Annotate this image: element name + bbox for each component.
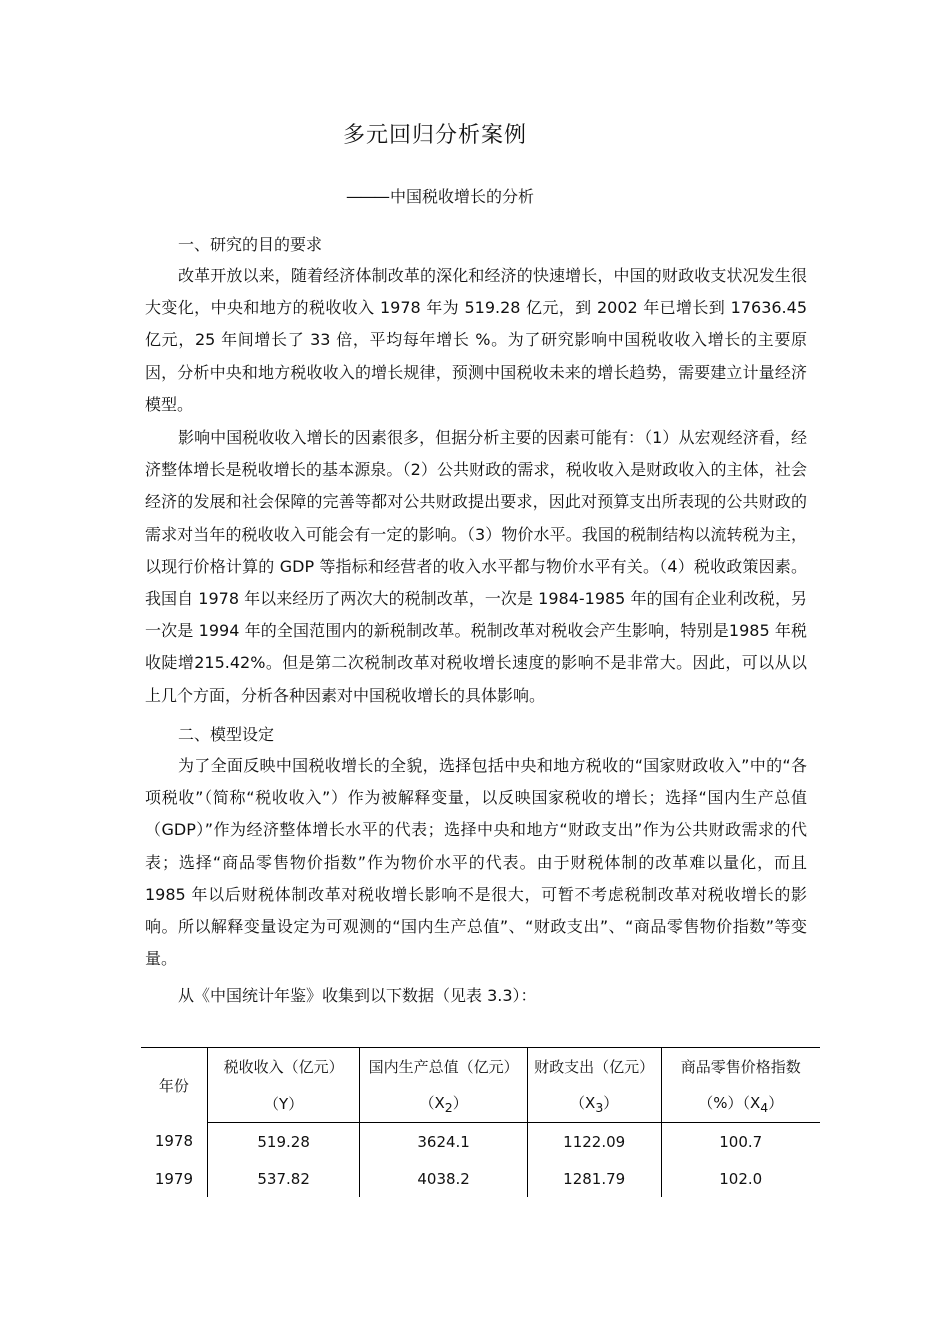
header-retail-price-index-symbol: $(\%)(X_4)$ [661,1085,820,1123]
section-heading-research-goals: 一、研究的目的要求 [178,235,323,254]
subtitle-dash: ——— [346,187,388,206]
data-table [141,1047,820,1197]
header-tax-revenue-symbol: （Y） [207,1085,360,1123]
subtitle-text: 中国税收增长的分析 [390,187,535,206]
cell-gdp: 4038.2 [360,1160,527,1197]
header-year: 年份 [141,1048,207,1123]
paragraph-factors: 影响中国税收收入增长的因素很多，但据分析主要的因素可能有：（1）从宏观经济看，经济整体增长是税收增长的基本源泉。（2）公共财政的需求，税收收入是财政收入的主体，社会经济的发展和社会保障的完善等都对公共财政提出要求，因此对预算支出所表现的公共财政的需求对当年的税收收入可能会有一定的影响。（3）物价水平。我国的税制结构以流转税为主，以现行价格计算的 GDP 等指标和经营者的收入水平都与物价水平有关。（4）税收政策因素。我国自 1978 年以来经历了两次大的税制改革，一次是 1984-1985 年的国有企业利改税，另一次是 1994 年的全国范围内的新税制改革。税制改革对税收会产生影响，特别是1985 年税收陡增215.42%。但是第二次税制改革对税收增长速度的影响不是非常大。因此，可以从以上几个方面，分析各种因素对中国税收增长的具体影响。 [145,428,807,705]
header-tax-revenue: 税收收入（亿元） [207,1048,360,1086]
cell-tax-revenue: 537.82 [207,1160,360,1197]
cell-gdp: 3624.1 [360,1123,527,1161]
header-fiscal-expenditure: 财政支出（亿元） [527,1048,661,1086]
document-title: 多元回归分析案例 [342,123,527,148]
cell-year: 1979 [141,1160,207,1197]
cell-retail-price-index: 102.0 [719,1169,763,1188]
header-gdp-symbol: $(X_2)$ [360,1085,527,1123]
paragraph-data-source: 从《中国统计年鉴》收集到以下数据（见表 3.3）： [178,986,537,1005]
header-gdp: 国内生产总值（亿元） [360,1048,527,1086]
header-fiscal-expenditure-symbol: $(X_3)$ [527,1085,661,1123]
cell-tax-revenue: 519.28 [207,1123,360,1161]
paragraph-variable-selection: 为了全面反映中国税收增长的全貌，选择包括中央和地方税收的“国家财政收入”中的“各项税收”（简称“税收收入”）作为被解释变量，以反映国家税收的增长；选择“国内生产总值（GDP）”作为经济整体增长水平的代表；选择中央和地方“财政支出”作为公共财政需求的代表；选择“商品零售物价指数”作为物价水平的代表。由于财税体制的改革难以量化，而且 1985 年以后财税体制改革对税收增长影响不是很大，可暂不考虑税制改革对税收增长的影响。所以解释变量设定为可观测的“国内生产总值”、“财政支出”、“商品零售物价指数”等变量。 [145,756,807,969]
header-retail-price-index: 商品零售价格指数 [661,1048,820,1086]
table-row [141,1160,820,1197]
section-heading-model-setup: 二、模型设定 [178,725,275,744]
document-subtitle [346,184,534,207]
cell-fiscal-expenditure: 1281.79 [527,1160,661,1197]
cell-retail-price-index: 100.7 [719,1132,763,1151]
cell-year: 1978 [141,1123,207,1161]
cell-fiscal-expenditure: 1122.09 [527,1123,661,1161]
table-row [141,1123,820,1161]
paragraph-background: 改革开放以来，随着经济体制改革的深化和经济的快速增长，中国的财政收支状况发生很大变化，中央和地方的税收收入 1978 年为 519.28 亿元，到 2002 年已增长到 17636.45 亿元，25 年间增长了 33 倍，平均每年增长 %。为了研究影响中国税收收入增长的主要原因，分析中央和地方税收收入的增长规律，预测中国税收未来的增长趋势，需要建立计量经济模型。 [145,266,807,414]
